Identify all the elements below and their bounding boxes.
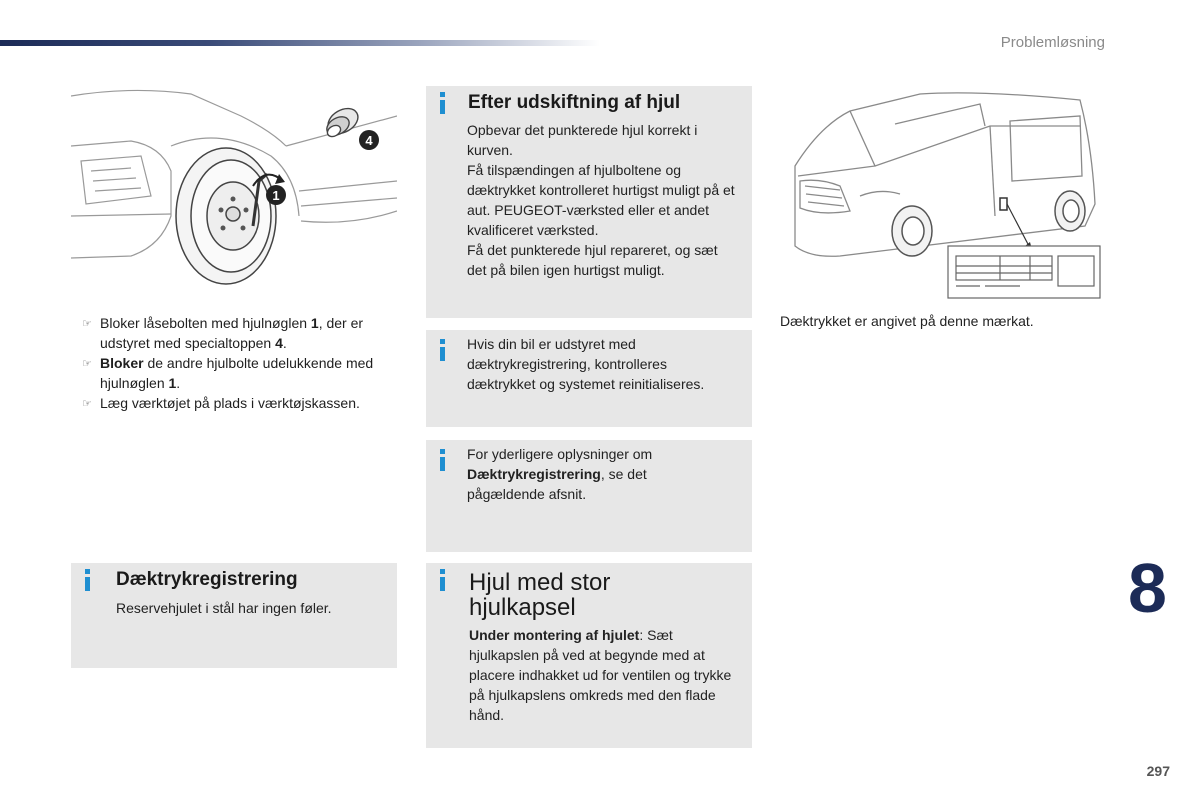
step-item: ☞ Læg værktøjet på plads i værktøjskassen.: [72, 393, 397, 413]
pointing-hand-icon: ☞: [82, 358, 92, 370]
box-paragraph: Få tilspændingen af hjulboltene og dæktrykket kontrolleret hurtigst muligt på et aut. PEUGEOT-værksted eller et andet kvalificeret værksted.: [467, 162, 735, 238]
box-paragraph: Reservehjulet i stål har ingen føler.: [116, 600, 332, 616]
info-box-more-info: [426, 440, 752, 552]
callout-1: 1: [272, 188, 280, 203]
info-box-after-wheel-change: [426, 86, 752, 318]
info-icon: [440, 457, 445, 471]
info-box-wheel-hubcap: [426, 563, 752, 748]
header-gradient-bar: [0, 40, 600, 46]
callout-4: 4: [365, 133, 373, 148]
van-illustration: [780, 86, 1105, 301]
info-box-tyre-pressure-detection: [71, 563, 397, 668]
page-number: 297: [1146, 763, 1170, 779]
wheel-illustration: [71, 86, 397, 286]
info-icon: [440, 577, 445, 591]
section-title: Problemløsning: [1000, 34, 1105, 51]
box-paragraph: Hvis din bil er udstyret med dæktrykregistrering, kontrolleres dæktrykket og systemet reinitialiseres.: [467, 336, 705, 392]
info-icon: [440, 100, 445, 114]
box-title: Efter udskiftning af hjul: [468, 92, 681, 113]
chapter-number: 8: [1128, 549, 1167, 627]
box-paragraph: Få det punkterede hjul repareret, og sæt det på bilen igen hurtigst muligt.: [467, 242, 718, 278]
step-item: ☞ Bloker de andre hjulbolte udelukkende med hjulnøglen 1.: [82, 355, 374, 391]
box-paragraph: Opbevar det punkterede hjul korrekt i kurven.: [467, 122, 698, 158]
info-box-tpms: [426, 330, 752, 427]
step-item: ☞ Bloker låsebolten med hjulnøglen 1, der er udstyret med specialtoppen 4.: [82, 315, 364, 351]
box-title: Hjul med stor hjulkapsel: [469, 569, 611, 621]
box-title: Dæktrykregistrering: [116, 569, 298, 590]
pointing-hand-icon: ☞: [82, 318, 92, 330]
info-icon: [440, 347, 445, 361]
info-icon: [85, 577, 90, 591]
pointing-hand-icon: ☞: [82, 398, 92, 410]
label-caption: Dæktrykket er angivet på denne mærkat.: [780, 313, 1034, 329]
step-list: [72, 313, 397, 413]
box-paragraph: For yderligere oplysninger om Dæktrykregistrering, se det pågældende afsnit.: [467, 446, 653, 502]
box-paragraph: Under montering af hjulet: Sæt hjulkapslen på ved at begynde med at placere indhakket ud for ventilen og trykke på hjulkapslens omkreds med den flade hånd.: [469, 627, 732, 723]
